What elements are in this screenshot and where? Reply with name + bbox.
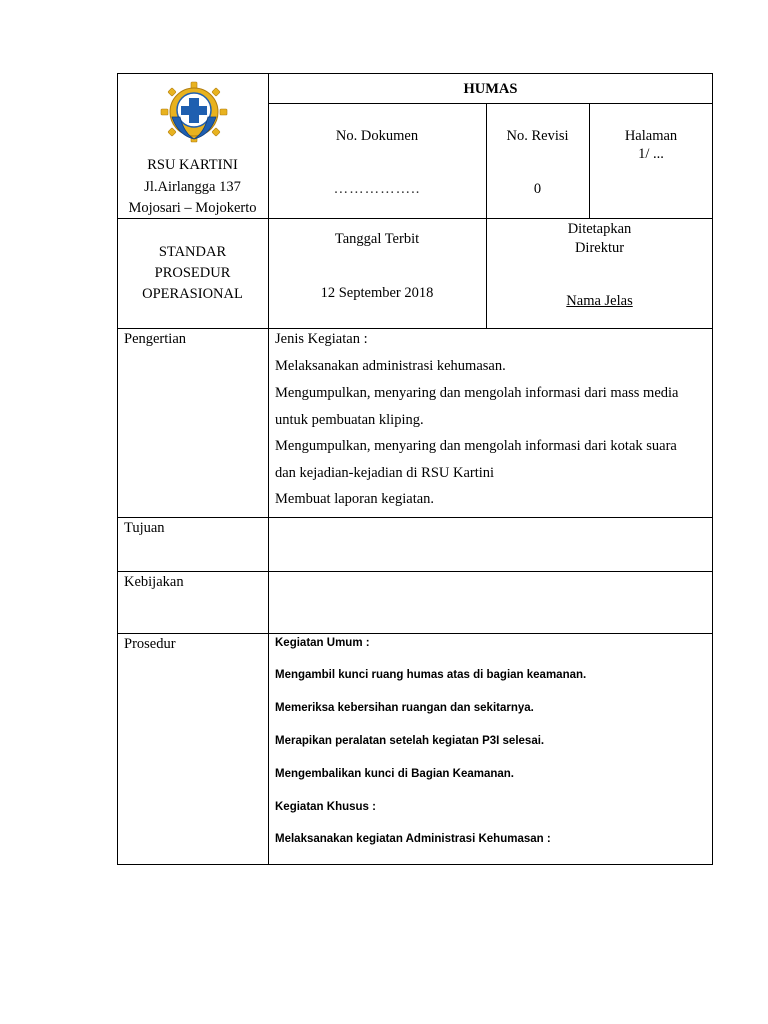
- page-label: Halaman: [624, 128, 678, 144]
- row-divider-kebijakan: [117, 633, 713, 634]
- approved-name-text: Nama Jelas: [566, 293, 633, 309]
- pengertian-line: dan kejadian-kejadian di RSU Kartini: [275, 465, 495, 481]
- approved-line-1: Ditetapkan: [567, 221, 632, 237]
- prosedur-line: Memeriksa kebersihan ruangan dan sekitarnya.: [275, 702, 534, 714]
- revision-label: No. Revisi: [506, 128, 569, 144]
- prosedur-line: Kegiatan Umum :: [275, 637, 370, 649]
- prosedur-line: Mengambil kunci ruang humas atas di bagian keamanan.: [275, 669, 587, 681]
- prosedur-line: Kegiatan Khusus :: [275, 801, 376, 813]
- address-line-2: Mojosari – Mojokerto: [128, 200, 257, 216]
- prosedur-line: Merapikan peralatan setelah kegiatan P3I selesai.: [275, 735, 545, 747]
- approved-name: [486, 292, 713, 310]
- prosedur-line: Mengembalikan kunci di Bagian Keamanan.: [275, 768, 515, 780]
- pengertian-line: Membuat laporan kegiatan.: [275, 491, 435, 507]
- sop-document: [117, 73, 713, 865]
- hospital-name: RSU KARTINI: [147, 157, 238, 173]
- sop-line-3: OPERASIONAL: [142, 286, 243, 302]
- prosedur-label: Prosedur: [124, 636, 176, 652]
- sop-line-2: PROSEDUR: [154, 265, 231, 281]
- issue-date-label: Tanggal Terbit: [334, 231, 420, 247]
- pengertian-line: Jenis Kegiatan :: [275, 331, 368, 347]
- rsu-kartini-logo-icon: [158, 81, 230, 147]
- approved-line-2: Direktur: [574, 240, 625, 256]
- kebijakan-label: Kebijakan: [124, 574, 184, 590]
- pengertian-line: Mengumpulkan, menyaring dan mengolah informasi dari mass media: [275, 385, 679, 401]
- page-value: 1/ ...: [638, 146, 664, 162]
- issue-date-value: 12 September 2018: [320, 285, 434, 301]
- row-divider-tujuan: [117, 571, 713, 572]
- pengertian-line: Mengumpulkan, menyaring dan mengolah informasi dari kotak suara: [275, 438, 677, 454]
- prosedur-line: Melaksanakan kegiatan Administrasi Kehumasan :: [275, 833, 551, 845]
- pengertian-line: Melaksanakan administrasi kehumasan.: [275, 358, 506, 374]
- doc-no-label: No. Dokumen: [335, 128, 419, 144]
- pengertian-line: untuk pembuatan kliping.: [275, 412, 424, 428]
- document-title: HUMAS: [463, 81, 518, 97]
- row-divider-pengertian: [117, 517, 713, 518]
- address-line-1: Jl.Airlangga 137: [144, 179, 241, 195]
- row-divider-sop: [117, 328, 713, 329]
- revision-value: 0: [533, 181, 542, 197]
- row-divider-title: [268, 103, 713, 104]
- tujuan-label: Tujuan: [124, 520, 165, 536]
- pengertian-label: Pengertian: [124, 331, 187, 347]
- sop-line-1: STANDAR: [158, 244, 227, 260]
- doc-no-value: ……………..: [333, 181, 421, 197]
- row-divider-header: [117, 218, 713, 219]
